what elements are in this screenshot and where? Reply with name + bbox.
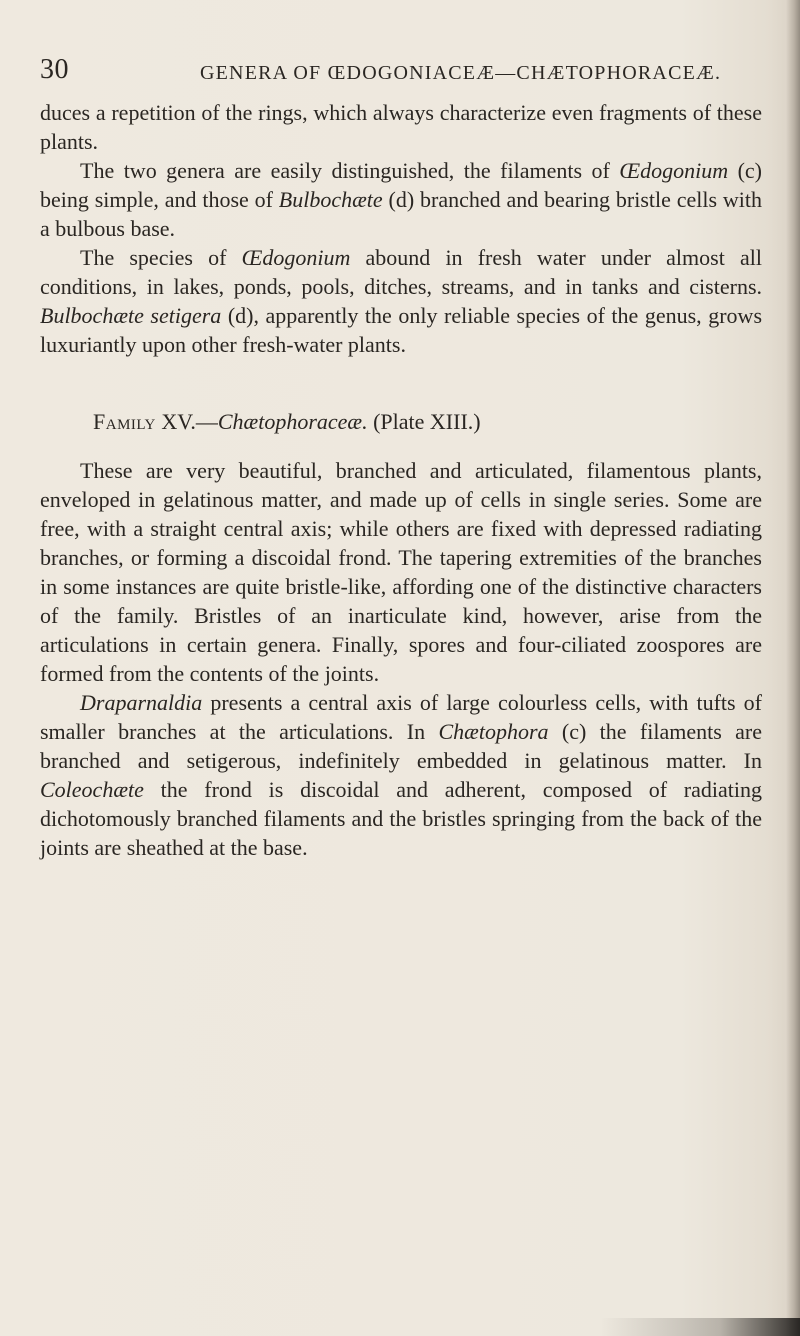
family-heading	[40, 404, 762, 440]
genus-name: Œdogonium	[241, 245, 351, 270]
text-run: The two genera are easily distinguished, the filaments of	[80, 158, 620, 183]
paragraph-continuation	[40, 98, 762, 156]
text-run: (c) the filaments are branched and setigerous, indefinitely embedded in gelatinous matter. In	[40, 719, 763, 773]
running-head: GENERA OF ŒDOGONIACEÆ—CHÆTOPHORACEÆ.	[200, 62, 722, 84]
bottom-edge-mark	[600, 1318, 800, 1336]
text-run: (c) being simple, and those of	[40, 158, 763, 212]
page-edge-shadow	[786, 0, 800, 1336]
text-run: presents a central axis of large colourless cells, with tufts of smaller branches at the articulations. In	[40, 690, 762, 744]
genus-name: Œdogonium	[619, 158, 729, 183]
genus-name: Chætophora	[438, 719, 549, 744]
page-header	[40, 52, 770, 88]
text-run: (d) branched and bearing bristle cells with a bulbous base.	[40, 187, 762, 241]
family-number: XV.—	[155, 409, 218, 434]
family-label: Family	[93, 409, 156, 434]
paragraph-text: duces a repetition of the rings, which always characterize even fragments of these plants.	[40, 100, 762, 154]
text-run: The species of	[80, 245, 242, 270]
paragraph-genera	[40, 156, 762, 243]
page-number: 30	[40, 54, 69, 85]
genus-name: Bulbochæte	[278, 187, 383, 212]
paragraph-genera-description	[40, 688, 762, 862]
species-name: Bulbochæte setigera	[40, 303, 222, 328]
text-run: abound in fresh water under almost all conditions, in lakes, ponds, pools, ditches, streams, and in tanks and cisterns.	[40, 245, 762, 299]
text-run: the frond is discoidal and adherent, composed of radiating dichotomously branched filaments and the bristles springing from the back of the joints are sheathed at the base.	[40, 777, 762, 860]
genus-name: Coleochæte	[40, 777, 144, 802]
genus-name: Draparnaldia	[80, 690, 203, 715]
paragraph-family-description	[40, 456, 762, 688]
plate-reference: (Plate XIII.)	[367, 409, 481, 434]
page-body	[40, 98, 762, 862]
text-run: (d), apparently the only reliable species of the genus, grows luxuriantly upon other fresh-water plants.	[40, 303, 763, 357]
paragraph-text: These are very beautiful, branched and articulated, filamentous plants, enveloped in gelatinous matter, and made up of cells in single series. Some are free, with a straight central axis; while others are fixed with depressed radiating branches, or forming a discoidal frond. The tapering extremities of the branches in some instances are quite bristle-like, affording one of the distinctive characters of the family. Bristles of an inarticulate kind, however, arise from the articulations in certain genera. Finally, spores and four-ciliated zoospores are formed from the contents of the joints.	[40, 458, 762, 686]
family-name: Chætophoraceæ.	[217, 409, 368, 434]
paragraph-species	[40, 243, 762, 359]
